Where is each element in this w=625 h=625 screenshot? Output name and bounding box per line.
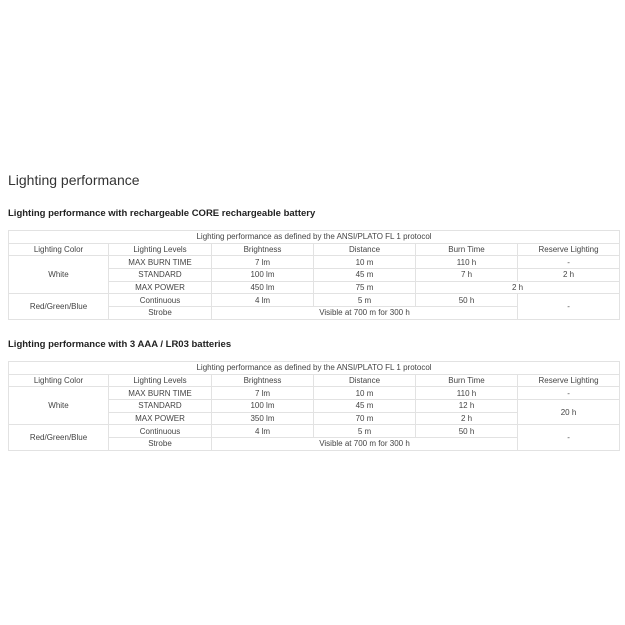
distance-cell: 45 m xyxy=(314,269,416,282)
level-cell: Strobe xyxy=(109,438,212,451)
header-lighting-levels: Lighting Levels xyxy=(109,243,212,256)
distance-cell: 5 m xyxy=(314,294,416,307)
level-cell: Continuous xyxy=(109,425,212,438)
reserve-cell: - xyxy=(518,294,620,319)
header-burn-time: Burn Time xyxy=(416,243,518,256)
level-cell: MAX BURN TIME xyxy=(109,387,212,400)
brightness-cell: 4 lm xyxy=(212,425,314,438)
header-lighting-levels: Lighting Levels xyxy=(109,374,212,387)
section-title-rechargeable: Lighting performance with rechargeable CORE rechargeable battery xyxy=(8,208,316,219)
strobe-visibility-cell: Visible at 700 m for 300 h xyxy=(212,438,518,451)
burn-time-cell: 7 h xyxy=(416,269,518,282)
table-row xyxy=(9,425,620,438)
lighting-color-cell: White xyxy=(9,256,109,294)
level-cell: STANDARD xyxy=(109,269,212,282)
level-cell: Strobe xyxy=(109,307,212,320)
distance-cell: 45 m xyxy=(314,400,416,413)
header-brightness: Brightness xyxy=(212,374,314,387)
table-caption: Lighting performance as defined by the ANSI/PLATO FL 1 protocol xyxy=(9,231,620,244)
distance-cell: 10 m xyxy=(314,387,416,400)
table-caption: Lighting performance as defined by the ANSI/PLATO FL 1 protocol xyxy=(9,362,620,375)
reserve-cell: - xyxy=(518,387,620,400)
burn-time-cell: 2 h xyxy=(416,412,518,425)
performance-table-aaa xyxy=(8,361,620,451)
distance-cell: 5 m xyxy=(314,425,416,438)
burn-reserve-cell: 2 h xyxy=(416,281,620,294)
header-burn-time: Burn Time xyxy=(416,374,518,387)
strobe-visibility-cell: Visible at 700 m for 300 h xyxy=(212,307,518,320)
lighting-color-cell: White xyxy=(9,387,109,425)
burn-time-cell: 50 h xyxy=(416,425,518,438)
burn-time-cell: 110 h xyxy=(416,256,518,269)
lighting-color-cell: Red/Green/Blue xyxy=(9,425,109,450)
level-cell: MAX POWER xyxy=(109,412,212,425)
page-title: Lighting performance xyxy=(8,172,140,188)
header-reserve-lighting: Reserve Lighting xyxy=(518,243,620,256)
burn-time-cell: 110 h xyxy=(416,387,518,400)
table-caption-row xyxy=(9,362,620,375)
brightness-cell: 7 lm xyxy=(212,256,314,269)
header-reserve-lighting: Reserve Lighting xyxy=(518,374,620,387)
reserve-cell: - xyxy=(518,256,620,269)
section-title-aaa: Lighting performance with 3 AAA / LR03 batteries xyxy=(8,339,232,350)
burn-time-cell: 50 h xyxy=(416,294,518,307)
table-caption-row xyxy=(9,231,620,244)
lighting-color-cell: Red/Green/Blue xyxy=(9,294,109,319)
reserve-cell: 20 h xyxy=(518,400,620,425)
distance-cell: 75 m xyxy=(314,281,416,294)
distance-cell: 70 m xyxy=(314,412,416,425)
table-header-row xyxy=(9,243,620,256)
table-header-row xyxy=(9,374,620,387)
brightness-cell: 100 lm xyxy=(212,400,314,413)
brightness-cell: 450 lm xyxy=(212,281,314,294)
header-distance: Distance xyxy=(314,374,416,387)
brightness-cell: 7 lm xyxy=(212,387,314,400)
table-row xyxy=(9,256,620,269)
table-row xyxy=(9,387,620,400)
brightness-cell: 350 lm xyxy=(212,412,314,425)
level-cell: Continuous xyxy=(109,294,212,307)
distance-cell: 10 m xyxy=(314,256,416,269)
burn-time-cell: 12 h xyxy=(416,400,518,413)
header-distance: Distance xyxy=(314,243,416,256)
performance-table-rechargeable xyxy=(8,230,620,320)
reserve-cell: 2 h xyxy=(518,269,620,282)
brightness-cell: 100 lm xyxy=(212,269,314,282)
level-cell: STANDARD xyxy=(109,400,212,413)
header-brightness: Brightness xyxy=(212,243,314,256)
table-row xyxy=(9,294,620,307)
header-lighting-color: Lighting Color xyxy=(9,374,109,387)
level-cell: MAX POWER xyxy=(109,281,212,294)
brightness-cell: 4 lm xyxy=(212,294,314,307)
reserve-cell: - xyxy=(518,425,620,450)
level-cell: MAX BURN TIME xyxy=(109,256,212,269)
header-lighting-color: Lighting Color xyxy=(9,243,109,256)
